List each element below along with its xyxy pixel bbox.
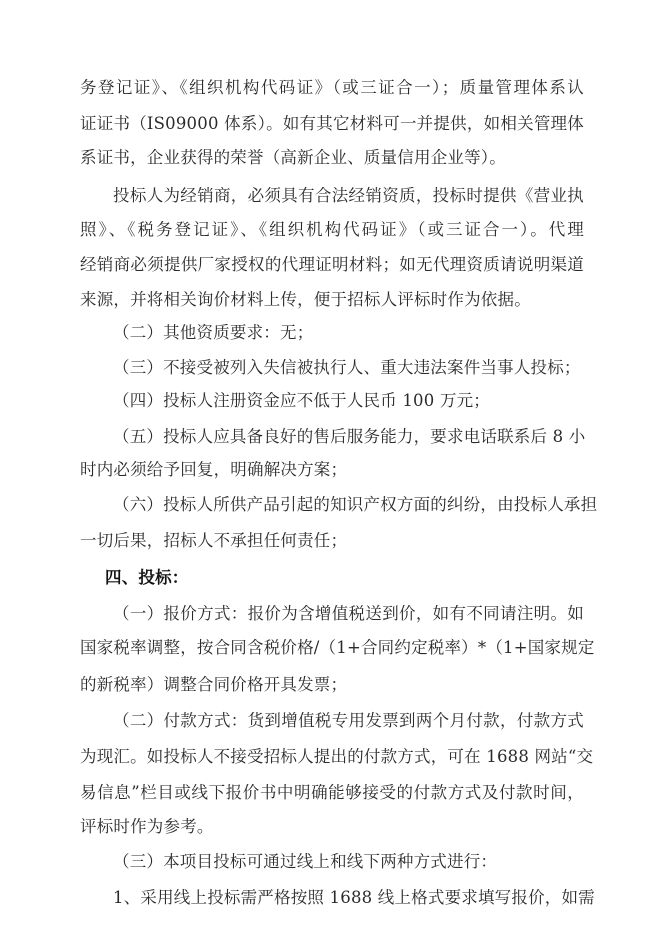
- section-heading: 四、投标：: [105, 568, 189, 587]
- paragraph-line: 证证书（IS09000 体系）。如有其它材料可一并提供，如相关管理体: [80, 114, 584, 133]
- paragraph-line: 易信息”栏目或线下报价书中明确能够接受的付款方式及付款时间，: [80, 783, 584, 802]
- paragraph-line: 来源，并将相关询价材料上传，便于招标人评标时作为依据。: [80, 290, 531, 309]
- paragraph-line: （三）本项目投标可通过线上和线下两种方式进行：: [113, 852, 498, 871]
- paragraph-line: （一）报价方式：报价为含增值税送到价，如有不同请注明。如: [113, 604, 584, 623]
- paragraph-line: 经销商必须提供厂家授权的代理证明材料；如无代理资质请说明渠道: [80, 255, 584, 274]
- paragraph-line: 照》、《税务登记证》、《组织机构代码证》（或三证合一）。代理: [80, 220, 584, 239]
- paragraph-line: 为现汇。如投标人不接受招标人提出的付款方式，可在 1688 网站“交: [80, 747, 594, 766]
- paragraph-line: 评标时作为参考。: [80, 817, 214, 836]
- paragraph-line: 一切后果，招标人不承担任何责任；: [80, 531, 348, 550]
- paragraph-line: （五）投标人应具备良好的售后服务能力，要求电话联系后 8 小: [113, 427, 586, 446]
- paragraph-line: 时内必须给予回复，明确解决方案；: [80, 460, 348, 479]
- paragraph-line: （六）投标人所供产品引起的知识产权方面的纠纷，由投标人承担: [113, 495, 598, 514]
- paragraph-line: 1、采用线上投标需严格按照 1688 线上格式要求填写报价，如需: [113, 888, 595, 907]
- paragraph-line: （二）付款方式：货到增值税专用发票到两个月付款，付款方式: [113, 711, 584, 730]
- paragraph-line: 系证书，企业获得的荣誉（高新企业、质量信用企业等）。: [80, 148, 506, 167]
- paragraph-line: 投标人为经销商，必须具有合法经销资质，投标时提供《营业执: [113, 186, 584, 205]
- paragraph-line: 务登记证》、《组织机构代码证》（或三证合一）；质量管理体系认: [80, 78, 584, 97]
- paragraph-line: （四）投标人注册资金应不低于人民币 100 万元；: [113, 391, 490, 410]
- paragraph-line: 国家税率调整，按合同含税价格/（1+合同约定税率）*（1+国家规定: [80, 638, 595, 657]
- paragraph-line: （二）其他资质要求：无；: [113, 323, 314, 342]
- paragraph-line: （三）不接受被列入失信被执行人、重大违法案件当事人投标；: [113, 358, 581, 377]
- paragraph-line: 的新税率）调整合同价格开具发票；: [80, 675, 348, 694]
